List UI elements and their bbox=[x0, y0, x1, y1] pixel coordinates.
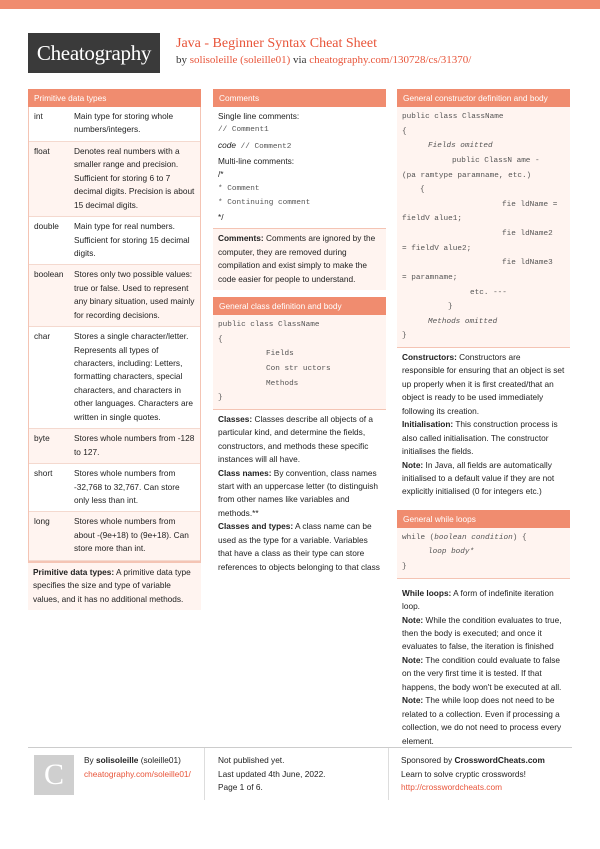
code-block bbox=[397, 528, 570, 578]
note-text: Classes describe all objects of a particular kind, and determine the fields, constructors, and methods these specific instances will all have. bbox=[218, 413, 373, 465]
primitive-types-section bbox=[28, 89, 201, 610]
type-description: Stores whole numbers from about -(9e+18) to (9e+18). Can store more than int. bbox=[74, 516, 189, 554]
footer-divider bbox=[388, 748, 389, 800]
table-row bbox=[29, 265, 200, 327]
type-description: Main type for storing whole numbers/integers. bbox=[74, 111, 174, 135]
code-word: code bbox=[218, 140, 236, 151]
code-line: public ClassN ame - bbox=[452, 156, 540, 165]
note-text: A primitive data type specifies the size and type of variable values, and it has no additional methods. bbox=[33, 566, 191, 604]
section-note bbox=[213, 228, 386, 290]
note-paragraph bbox=[402, 694, 565, 748]
code-line bbox=[218, 138, 381, 155]
comments-section bbox=[213, 89, 386, 290]
section-notes bbox=[397, 347, 570, 503]
star: * bbox=[218, 199, 223, 208]
code-line: } bbox=[448, 303, 453, 312]
note-paragraph bbox=[218, 413, 381, 467]
author-name: solisoleille bbox=[96, 755, 139, 765]
note-paragraph bbox=[218, 520, 381, 574]
comment-text: Comment bbox=[222, 184, 260, 193]
byline bbox=[176, 53, 471, 67]
sponsor-link[interactable]: http://crosswordcheats.com bbox=[401, 782, 502, 793]
section-header: General class definition and body bbox=[213, 297, 386, 315]
note-paragraph bbox=[402, 614, 565, 654]
note-paragraph bbox=[402, 587, 565, 614]
type-name: double bbox=[34, 221, 59, 232]
table-row bbox=[29, 512, 200, 560]
footer-sponsor bbox=[401, 754, 545, 795]
code-condition: boolean condition bbox=[434, 533, 513, 542]
footer-divider bbox=[204, 748, 205, 800]
code-line: (pa ramtype paramname, etc.) bbox=[402, 171, 532, 180]
code-punct: ) { bbox=[512, 533, 527, 542]
code-line: { bbox=[402, 127, 407, 136]
sponsor-prefix: Sponsored by bbox=[401, 755, 455, 765]
note-paragraph bbox=[218, 467, 381, 521]
table-row bbox=[29, 107, 200, 142]
code-line: Con str uctors bbox=[266, 364, 331, 373]
code-line: fie ldName2 bbox=[502, 230, 553, 238]
code-line: fieldV alue1; bbox=[402, 215, 462, 224]
note-label: Note: bbox=[402, 654, 424, 665]
note-paragraph bbox=[402, 418, 565, 458]
note-paragraph bbox=[402, 654, 565, 694]
code-line: etc. --- bbox=[470, 288, 507, 297]
footer-author bbox=[84, 754, 191, 781]
note-text: In Java, all fields are automatically initialised to a default value if they are not explicitly initialised (0 for integers etc.) bbox=[402, 459, 555, 497]
section-note bbox=[28, 562, 201, 610]
code-line: Methods omitted bbox=[428, 317, 498, 326]
via-text: via bbox=[293, 54, 307, 66]
code-line: = paramname; bbox=[402, 273, 458, 282]
type-description: Stores whole numbers from -128 to 127. bbox=[74, 433, 195, 457]
comments-body bbox=[213, 107, 386, 228]
note-label: Note: bbox=[402, 614, 424, 625]
single-line-label: Single line comments: bbox=[218, 111, 300, 121]
code-line: Fields bbox=[266, 350, 294, 359]
type-name: boolean bbox=[34, 269, 64, 280]
code-line: // Comment1 bbox=[218, 126, 269, 135]
note-label: Note: bbox=[402, 459, 424, 470]
code-line: } bbox=[402, 332, 407, 341]
code-line: Methods bbox=[266, 379, 299, 388]
column-1 bbox=[28, 89, 201, 617]
column-3 bbox=[397, 89, 570, 759]
note-text: By convention, class names start with an uppercase letter (to distinguish from other names like variables and methods.** bbox=[218, 467, 379, 518]
sponsor-name[interactable]: CrosswordCheats.com bbox=[454, 755, 545, 765]
code-line bbox=[218, 182, 381, 197]
type-description: Main type for real numbers. Sufficient for storing 15 decimal digits. bbox=[74, 221, 190, 258]
profile-link[interactable]: cheatography.com/soleille01/ bbox=[84, 768, 191, 779]
note-label: Primitive data types: bbox=[33, 566, 115, 577]
code-line: public class ClassName bbox=[402, 113, 504, 121]
table-row bbox=[29, 464, 200, 512]
note-label: Note: bbox=[402, 695, 424, 706]
section-header: Comments bbox=[213, 89, 386, 107]
type-description: Stores whole numbers from -32,768 to 32,767. Can store only less than int. bbox=[74, 468, 180, 505]
note-label: Initialisation: bbox=[402, 419, 454, 430]
comment-text: Continuing comment bbox=[222, 199, 311, 208]
sheet-url-link[interactable]: cheatography.com/130728/cs/31370/ bbox=[309, 54, 472, 66]
table-row bbox=[29, 217, 200, 265]
code-line: = fieldV alue2; bbox=[402, 244, 472, 253]
type-name: float bbox=[34, 145, 50, 156]
note-paragraph bbox=[402, 459, 565, 499]
type-name: byte bbox=[34, 433, 50, 444]
code-block bbox=[213, 315, 386, 409]
code-line: loop body* bbox=[428, 548, 475, 557]
footer-publish-info bbox=[218, 754, 326, 795]
note-text: A form of indefinite iteration loop. bbox=[402, 587, 554, 612]
code-line: } bbox=[402, 563, 407, 572]
multi-line-label: Multi-line comments: bbox=[218, 155, 295, 166]
table-row bbox=[29, 429, 200, 464]
note-text: The condition could evaluate to false on the very first time it is tested. If that happens, the body won't be executed at all. bbox=[402, 654, 562, 692]
constructor-section bbox=[397, 89, 570, 503]
page-footer bbox=[28, 747, 572, 793]
cheatography-logo[interactable]: Cheatography bbox=[28, 33, 160, 73]
note-label: Class names: bbox=[218, 467, 272, 478]
author-avatar[interactable]: C bbox=[34, 755, 74, 795]
star: * bbox=[218, 184, 223, 193]
section-header: General while loops bbox=[397, 510, 570, 528]
type-description: Stores only two possible values: true or false. Used to represent any binary situation, used mainly for recording decisions. bbox=[74, 269, 195, 320]
code-line: } bbox=[218, 394, 223, 403]
section-notes bbox=[213, 409, 386, 578]
note-label: While loops: bbox=[402, 587, 452, 598]
section-header: General constructor definition and body bbox=[397, 89, 570, 107]
code-line: Fields omitted bbox=[428, 142, 493, 151]
table-row bbox=[29, 142, 200, 217]
code-line: { bbox=[420, 186, 425, 195]
sponsor-line bbox=[401, 754, 545, 768]
code-line bbox=[402, 531, 565, 546]
top-accent-bar bbox=[0, 0, 600, 9]
comment-open: /* bbox=[218, 169, 224, 180]
type-description: Stores a single character/letter. Represents all types of characters, including: Letters, formatting characters, special characters, and characters in other languages. Characters are written in single quotes. bbox=[74, 331, 193, 422]
while-loop-section bbox=[397, 510, 570, 752]
sponsor-tagline: Learn to solve cryptic crosswords! bbox=[401, 768, 526, 779]
note-label: Constructors: bbox=[402, 352, 457, 362]
code-line: fie ldName = bbox=[502, 200, 558, 209]
code-line: fie ldName3 bbox=[502, 259, 553, 268]
section-notes bbox=[397, 578, 570, 752]
section-header: Primitive data types bbox=[28, 89, 201, 107]
code-keyword: while ( bbox=[402, 533, 435, 542]
page-number: Page 1 of 6. bbox=[218, 782, 263, 793]
type-description: Denotes real numbers with a smaller range and precision. Sufficient for storing 6 to 7 decimal digits. Precision is about 15 decimal digits. bbox=[74, 145, 195, 210]
note-text: Comments are ignored by the computer, they are removed during compilation and exist simply to make the code easier for people to understand. bbox=[218, 233, 376, 284]
type-name: int bbox=[34, 111, 43, 121]
code-line: { bbox=[218, 335, 223, 344]
publish-status: Not published yet. bbox=[218, 755, 285, 765]
author-link[interactable]: solisoleille (soleille01) bbox=[189, 54, 291, 66]
type-name: char bbox=[34, 331, 51, 342]
class-definition-section bbox=[213, 297, 386, 578]
note-paragraph bbox=[402, 351, 565, 418]
author-handle: (soleille01) bbox=[138, 755, 181, 765]
comment-close: */ bbox=[218, 211, 224, 222]
column-2 bbox=[213, 89, 386, 585]
code-block bbox=[397, 107, 570, 347]
code-line: public class ClassName bbox=[218, 321, 320, 329]
type-name: short bbox=[34, 468, 53, 479]
note-label: Classes: bbox=[218, 413, 253, 424]
comment-text: // Comment2 bbox=[236, 143, 292, 152]
last-updated: Last updated 4th June, 2022. bbox=[218, 768, 326, 779]
by-text: By bbox=[84, 755, 96, 765]
footer-by bbox=[84, 754, 191, 768]
note-text: The while loop does not need to be related to a collection. Even if processing a collection, we do not need to process every element. bbox=[402, 695, 562, 746]
note-text: While the condition evaluates to true, then the body is executed; and once it evaluates to false, the iteration is finished bbox=[402, 614, 562, 652]
note-text: A class name can be used as the type for a variable. Variables that have a class as their type can store references to objects belonging to that class bbox=[218, 521, 380, 572]
primitive-types-table bbox=[28, 107, 201, 562]
note-text: Constructors are responsible for ensuring that an object is set up properly when it is first created/that an object is ready to be used immediately following its creation. bbox=[402, 352, 565, 416]
code-line bbox=[218, 196, 381, 211]
page-title: Java - Beginner Syntax Cheat Sheet bbox=[176, 36, 378, 51]
note-label: Classes and types: bbox=[218, 521, 294, 532]
type-name: long bbox=[34, 516, 50, 527]
table-row bbox=[29, 327, 200, 429]
note-text: This construction process is also called initialisation. The constructor initialises the fields. bbox=[402, 419, 558, 457]
by-text: by bbox=[176, 54, 187, 66]
note-label: Comments: bbox=[218, 233, 264, 244]
